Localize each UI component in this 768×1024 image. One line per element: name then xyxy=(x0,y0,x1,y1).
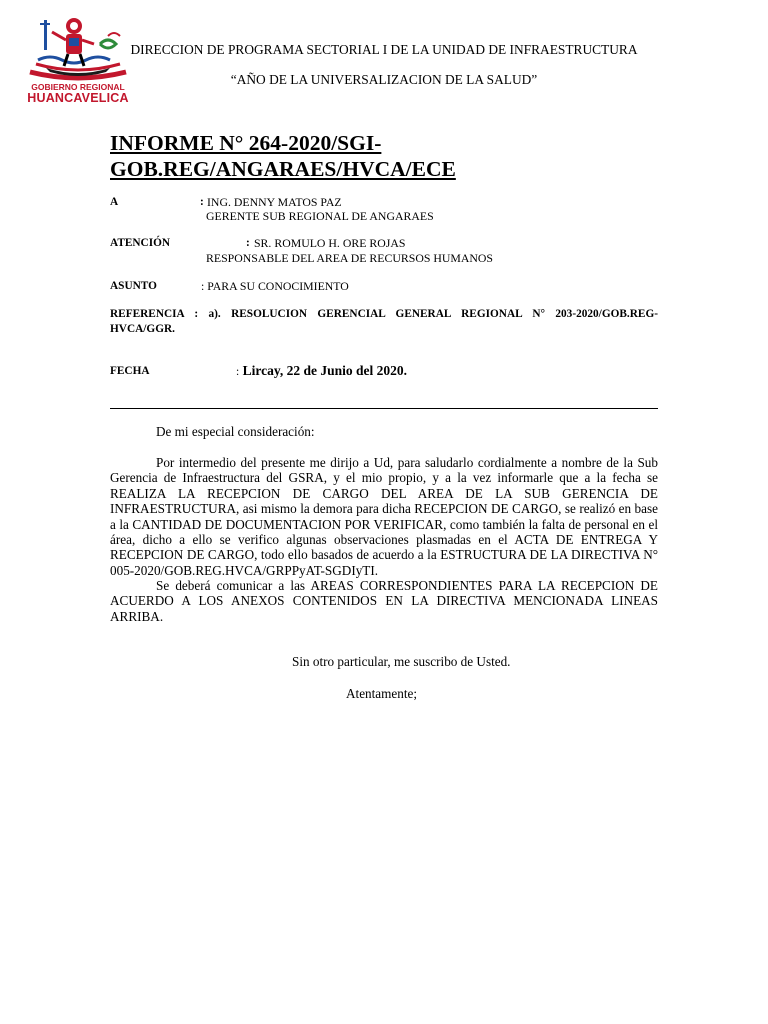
date-colon: : xyxy=(236,366,240,378)
report-title-line1: INFORME N° 264-2020/SGI- xyxy=(110,131,382,155)
to-colon: : xyxy=(200,196,204,208)
subject-label: ASUNTO xyxy=(110,280,157,292)
body-paragraph-2: Se deberá comunicar a las AREAS CORRESPONDIENTES PARA LA RECEPCION DE ACUERDO A LOS ANEXOS CONTENIDOS EN LA DIRECTIVA MENCIONADA LINEAS ARRIBA. xyxy=(110,578,658,624)
report-title-line2: GOB.REG/ANGARAES/HVCA/ECE xyxy=(110,157,456,181)
report-title xyxy=(110,130,670,182)
attention-position: RESPONSABLE DEL AREA DE RECURSOS HUMANOS xyxy=(206,251,493,265)
government-logo xyxy=(22,14,134,104)
header-year-motto: “AÑO DE LA UNIVERSALIZACION DE LA SALUD” xyxy=(230,72,538,87)
subject-value: : PARA SU CONOCIMIENTO xyxy=(201,279,349,293)
logo-text-line1: GOBIERNO REGIONAL xyxy=(31,82,125,92)
to-label: A xyxy=(110,196,119,208)
closing-line: Sin otro particular, me suscribo de Usted. xyxy=(292,654,511,669)
body-paragraph-1: Por intermedio del presente me dirijo a Ud, para saludarlo cordialmente a nombre de la Sub Gerencia de Infraestructura del GSRA, y el mio propio, y a la vez informarle que a la fecha se REALIZA LA RECEPCION DE CARGO DEL AREA DE LA SUB GERENCIA DE INFRAESTRUCTURA, asi mismo la demora para dicha RECEPCION DE CARGO, se realizó en base a la CANTIDAD DE DOCUMENTACION POR VERIFICAR, como también la falta de personal en el área, dicho a ello se verifico algunas observaciones plasmadas en el ACTA DE ENTREGA Y RECEPCION DE CARGO, todo ello basados de acuerdo a la ESTRUCTURA DE LA DIRECTIVA N° 005-2020/GOB.REG.HVCA/GRPPyAT-SGDIyTI. xyxy=(110,455,658,578)
to-name: ING. DENNY MATOS PAZ xyxy=(207,195,342,209)
date-label: FECHA xyxy=(110,365,150,377)
header-department: DIRECCION DE PROGRAMA SECTORIAL I DE LA UNIDAD DE INFRAESTRUCTURA xyxy=(130,42,638,57)
logo-text-line2: HUANCAVELICA xyxy=(27,91,129,105)
reference-text: REFERENCIA : a). RESOLUCION GERENCIAL GENERAL REGIONAL N° 203-2020/GOB.REG-HVCA/GGR. xyxy=(110,308,658,335)
header-divider xyxy=(110,408,658,409)
attention-colon: : xyxy=(246,237,250,249)
greeting: De mi especial consideración: xyxy=(156,424,315,439)
attention-label: ATENCIÓN xyxy=(110,237,171,249)
attention-name: SR. ROMULO H. ORE ROJAS xyxy=(254,236,406,250)
huancavelica-emblem-icon xyxy=(22,14,134,84)
date-value: Lircay, 22 de Junio del 2020. xyxy=(242,363,407,378)
date-field xyxy=(236,363,407,379)
regards-line: Atentamente; xyxy=(346,686,418,701)
to-position: GERENTE SUB REGIONAL DE ANGARAES xyxy=(206,209,434,223)
